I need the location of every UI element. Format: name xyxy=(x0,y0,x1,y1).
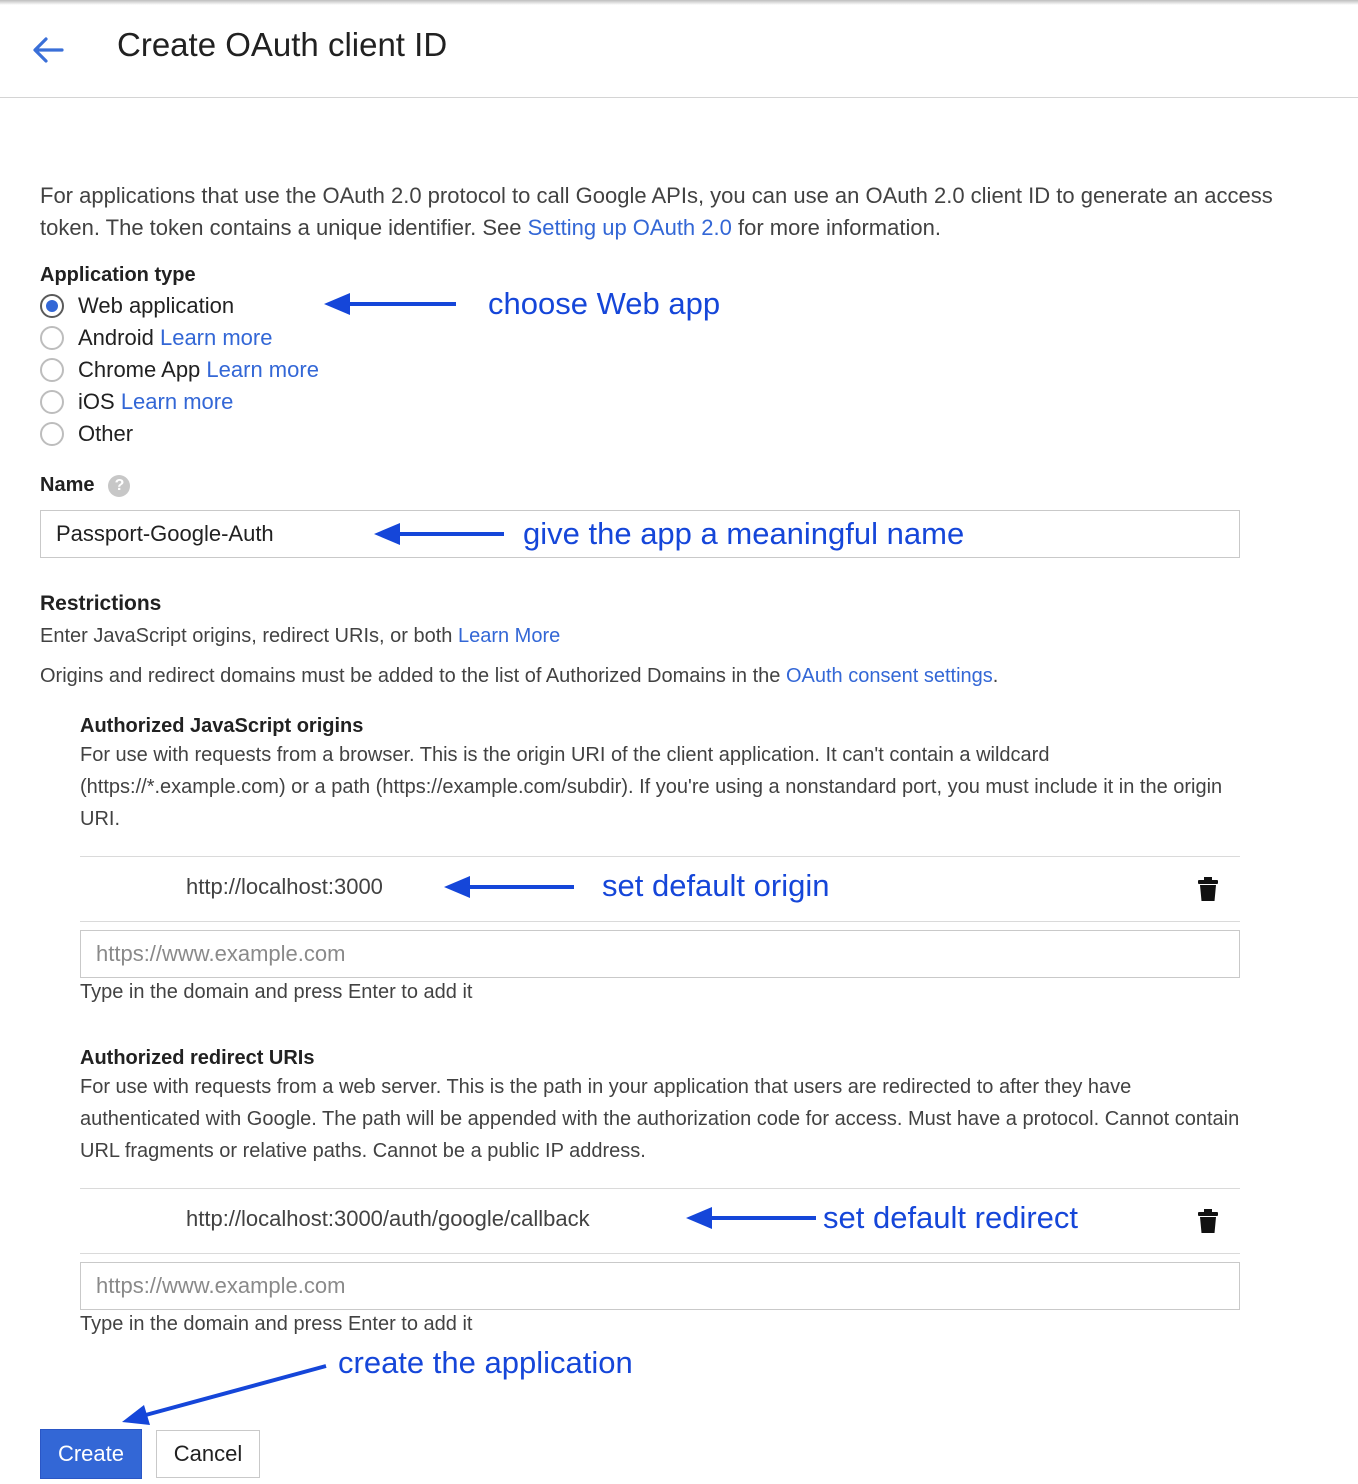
page-title: Create OAuth client ID xyxy=(117,26,448,63)
origin-entry: http://localhost:3000 xyxy=(186,874,383,899)
radio-android[interactable]: Android Learn more xyxy=(40,324,272,352)
annotation-arrow-icon xyxy=(116,1362,330,1426)
annotation-default-origin: set default origin xyxy=(602,868,830,903)
setting-up-oauth-link[interactable]: Setting up OAuth 2.0 xyxy=(527,215,732,240)
redirects-description: For use with requests from a web server. This is the path in your application that users are redirected to after they have authenticated with Google. The path will be appended with the authorization code for access. Must have a protocol. Cannot contain URL fragments or relative paths. Cannot be a public IP address. xyxy=(80,1076,1240,1162)
origins-title: Authorized JavaScript origins xyxy=(80,715,364,737)
application-type-label: Application type xyxy=(40,264,196,286)
ios-learn-more-link[interactable]: Learn more xyxy=(120,389,234,414)
redirect-input[interactable] xyxy=(80,1262,1240,1310)
origin-input[interactable] xyxy=(80,930,1240,978)
annotation-meaningful-name: give the app a meaningful name xyxy=(523,516,965,551)
restrictions-learn-more-link[interactable]: Learn More xyxy=(457,625,561,647)
name-label: Name xyxy=(40,474,95,496)
radio-other[interactable]: Other xyxy=(40,420,133,448)
redirects-title: Authorized redirect URIs xyxy=(80,1047,315,1069)
radio-ios[interactable]: iOS Learn more xyxy=(40,388,233,416)
trash-icon[interactable] xyxy=(1198,1209,1218,1233)
origin-hint: Type in the domain and press Enter to add it xyxy=(80,981,473,1003)
name-label-row xyxy=(40,474,130,497)
create-button[interactable]: Create xyxy=(40,1429,142,1479)
radio-web-application[interactable]: Web application xyxy=(40,292,234,320)
restrictions-line2: Origins and redirect domains must be added to the list of Authorized Domains in the OAuth consent settings. xyxy=(40,665,999,687)
oauth-consent-settings-link[interactable]: OAuth consent settings xyxy=(785,665,993,687)
radio-chrome-app[interactable]: Chrome App Learn more xyxy=(40,356,319,384)
annotation-arrow-icon xyxy=(684,1204,818,1232)
restrictions-line1: Enter JavaScript origins, redirect URIs, or both Learn More xyxy=(40,625,561,647)
radio-button[interactable] xyxy=(40,422,64,446)
android-learn-more-link[interactable]: Learn more xyxy=(159,325,273,350)
radio-button-checked[interactable] xyxy=(40,294,64,318)
radio-button[interactable] xyxy=(40,390,64,414)
back-arrow-icon[interactable] xyxy=(28,30,68,70)
annotation-default-redirect: set default redirect xyxy=(823,1200,1079,1235)
restrictions-title: Restrictions xyxy=(40,592,162,615)
radio-button[interactable] xyxy=(40,326,64,350)
annotation-choose-web-app: choose Web app xyxy=(488,286,721,321)
origins-description: For use with requests from a browser. This is the origin URI of the client application. It can't contain a wildcard (https://*.example.com) or a path (https://example.com/subdir). If you're using a nonstandard port, you must include it in the origin URI. xyxy=(80,744,1223,830)
radio-button[interactable] xyxy=(40,358,64,382)
help-icon[interactable]: ? xyxy=(108,475,130,497)
trash-icon[interactable] xyxy=(1198,877,1218,901)
header xyxy=(0,0,1358,98)
redirect-entry: http://localhost:3000/auth/google/callback xyxy=(186,1206,590,1231)
annotation-create-application: create the application xyxy=(338,1345,633,1380)
annotation-arrow-icon xyxy=(372,520,506,548)
cancel-button[interactable]: Cancel xyxy=(156,1430,260,1478)
chrome-app-learn-more-link[interactable]: Learn more xyxy=(206,357,319,382)
annotation-arrow-icon xyxy=(322,290,458,318)
redirect-hint: Type in the domain and press Enter to add it xyxy=(80,1313,473,1335)
intro-text: For applications that use the OAuth 2.0 protocol to call Google APIs, you can use an OAuth 2.0 client ID to generate an access token. The token contains a unique identifier. See Setting up OAuth 2.0 for more information. xyxy=(40,183,1273,240)
annotation-arrow-icon xyxy=(442,873,576,901)
